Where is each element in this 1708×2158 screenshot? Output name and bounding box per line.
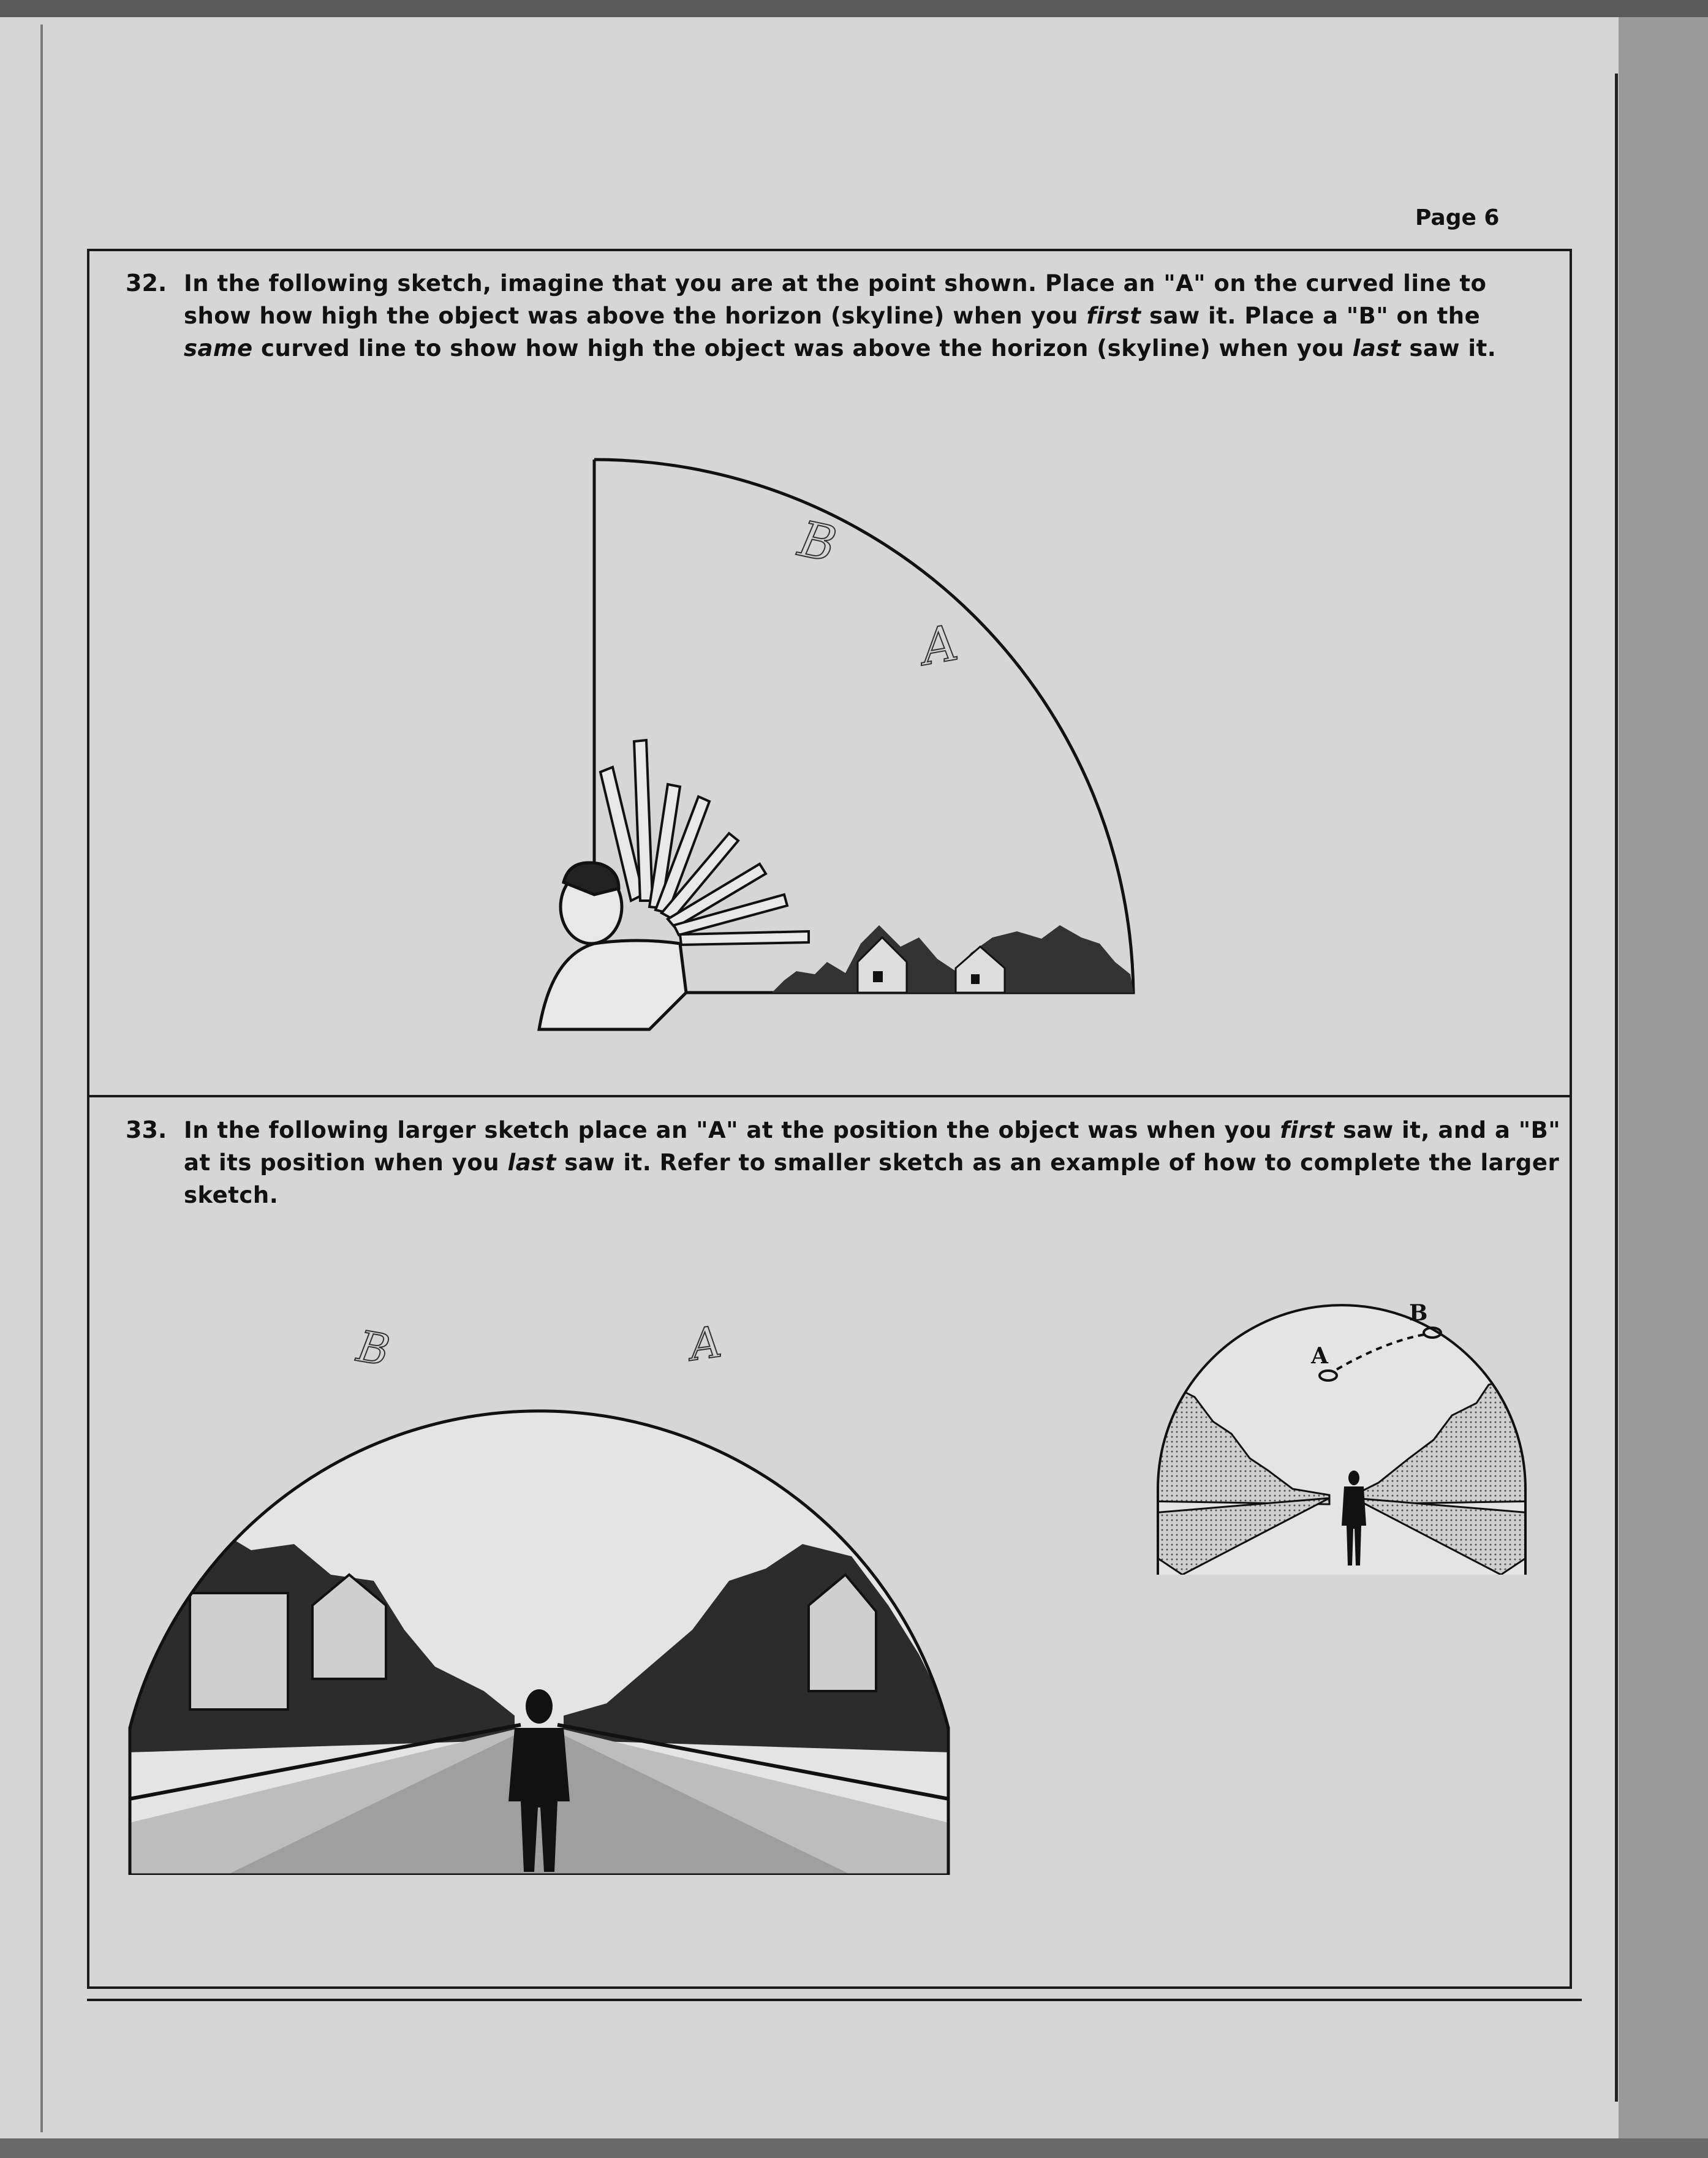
scan-right-edge [1619,17,1708,2138]
question-33-text [184,1114,1562,1211]
section-divider [87,1095,1572,1097]
scan-left-rule [40,25,43,2132]
q32-emphasis-first: first [1086,303,1141,329]
q33-emphasis-first: first [1280,1117,1335,1143]
question-32-number: 32. [126,270,167,297]
bottom-rule [87,1999,1582,2001]
q32-handwritten-b: B [794,510,841,574]
small-example-sketch [1146,1293,1538,1575]
q32-text-part-4: saw it. [1401,335,1497,362]
q33-text-part-3: saw it. Refer to smaller sketch as an example of how to complete the larger sketch. [184,1149,1560,1208]
scan-top-edge [0,0,1708,17]
scan-right-rule [1615,74,1618,2102]
page-number: Page 6 [1415,205,1500,230]
skyline-trees-houses [772,925,1133,993]
question-32-text [184,267,1538,365]
question-33-number: 33. [126,1116,167,1143]
quarter-circle-sketch [527,453,1164,1035]
q32-emphasis-last: last [1352,335,1401,362]
q33-emphasis-last: last [507,1149,556,1176]
q33-handwritten-a: A [686,1316,725,1371]
q32-handwritten-a: A [917,614,962,676]
q32-text-part-1: In the following sketch, imagine that you are at the point shown. Place an "A" on the curved line to show how high the object was above the horizon (skyline) when you [184,270,1487,329]
example-label-a: A [1311,1343,1328,1369]
q33-text-part-1: In the following larger sketch place an "A" at the position the object was when you [184,1117,1280,1143]
q32-text-part-2: saw it. Place a "B" on the [1141,303,1481,329]
pointing-arms [600,740,809,945]
q32-text-part-3: curved line to show how high the object was above the horizon (skyline) when you [252,335,1353,362]
scan-bottom-edge [0,2138,1708,2158]
q33-handwritten-b: B [353,1320,393,1376]
q32-emphasis-same: same [184,335,253,362]
example-label-b: B [1409,1300,1428,1326]
q33-text-part-2: saw it, and a "B" at its position when you [184,1117,1561,1176]
large-street-sketch [116,1287,962,1875]
